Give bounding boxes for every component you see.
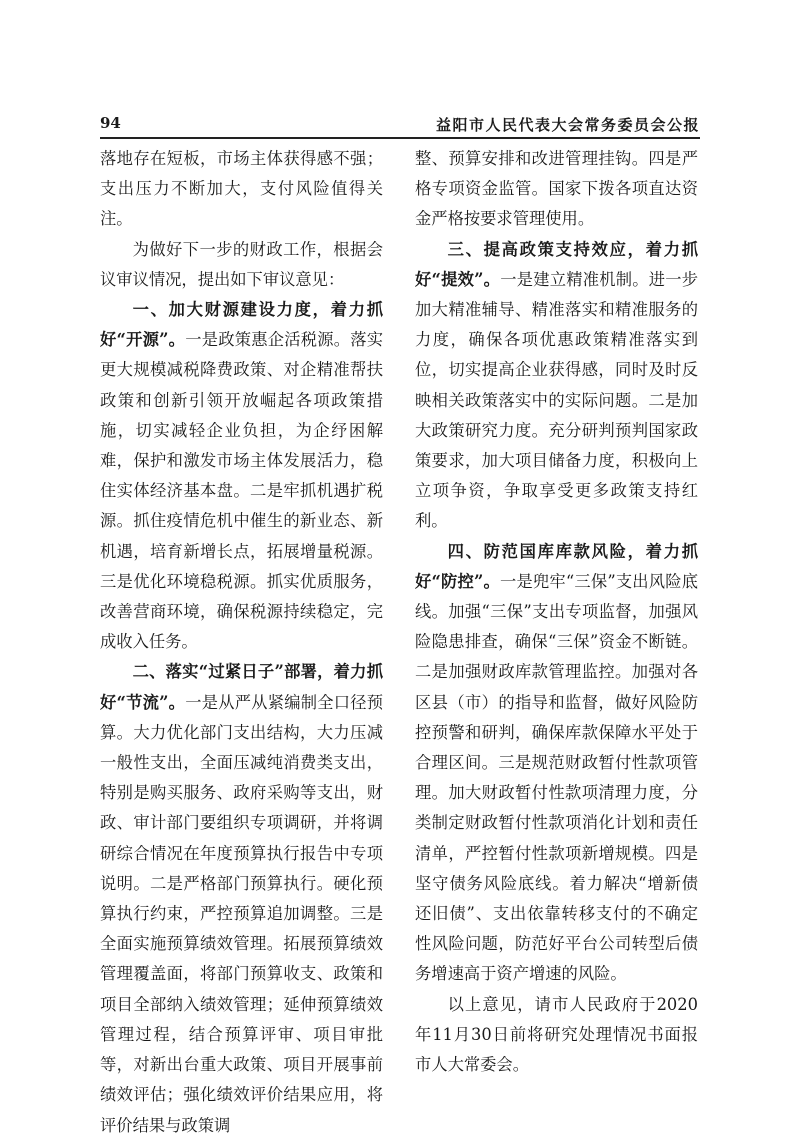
paragraph: 为做好下一步的财政工作，根据会议审议情况，提出如下审议意见： xyxy=(100,239,383,289)
section-2 xyxy=(100,657,383,1140)
section-body: 一是兜牢“三保”支出风险底线。加强“三保”支出专项监督，加强风险隐患排查，确保“三保”资金不断链。二是加强财政库款管理监控。加强对各区县（市）的指导和监督，做好风险防控预警和研判，确保库款保障水平处于合理区间。三是规范财政暂付性款项管理。加大财政暂付性款项清理力度，分类制定财政暂付性款项消化计划和责任清单，严控暂付性款项新增规模。四是坚守债务风险底线。着力解决“增新债还旧债”、支出依靠转移支付的不确定性风险问题，防范好平台公司转型后债务增速高于资产增速的风险。 xyxy=(415,571,699,984)
section-body: 一是从严从紧编制全口径预算。大力优化部门支出结构，大力压减一般性支出，全面压减纯消费类支出，特别是购买服务、政府采购等支出，财政、审计部门要组织专项调研，并将调研综合情况在年度预算执行报告中专项说明。二是严格部门预算执行。硬化预算执行约束，严控预算追加调整。三是全面实施预算绩效管理。拓展预算绩效管理覆盖面，将部门预算收支、政策和项目全部纳入绩效管理；延伸预算绩效管理过程，结合预算评审、项目审批等，对新出台重大政策、项目开展事前绩效评估；强化绩效评价结果应用，将评价结果与政策调 xyxy=(100,692,383,1135)
section-heading: 一、加大财源建设力度，着力抓好“开源”。 xyxy=(100,300,383,350)
section-heading: 四、防范国库库款风险，着力抓好“防控”。 xyxy=(415,541,698,591)
journal-title: 益阳市人民代表大会常务委员会公报 xyxy=(435,116,700,134)
paragraph: 整、预算安排和改进管理挂钩。四是严格专项资金监管。国家下拨各项直达资金严格按要求管理使用。 xyxy=(415,149,698,229)
section-1 xyxy=(100,295,383,657)
section-heading: 三、提高政策支持效应，着力抓好“提效”。 xyxy=(415,239,698,289)
section-body: 一是政策惠企活税源。落实更大规模减税降费政策、对企精准帮扶政策和创新引领开放崛起各项政策措施，切实减轻企业负担，为企纾困解难，保护和激发市场主体发展活力，稳住实体经济基本盘。二是牢抓机遇扩税源。抓住疫情危机中催生的新业态、新机遇，培育新增长点，拓展增量税源。三是优化环境稳税源。抓实优质服务，改善营商环境，确保税源持续稳定，完成收入任务。 xyxy=(100,330,383,652)
left-column xyxy=(100,144,383,1141)
closing-paragraph: 以上意见，请市人民政府于2020年11月30日前将研究处理情况书面报市人大常委会。 xyxy=(415,994,698,1075)
paragraph: 落地存在短板，市场主体获得感不强；支出压力不断加大，支付风险值得关注。 xyxy=(100,149,383,229)
page-header xyxy=(100,112,700,136)
page-number: 94 xyxy=(100,114,121,132)
section-heading: 二、落实“过紧日子”部署，着力抓好“节流”。 xyxy=(100,662,383,712)
right-column xyxy=(415,144,698,1080)
section-4 xyxy=(415,537,698,990)
section-3 xyxy=(415,235,698,537)
header-rule xyxy=(100,137,700,139)
section-body: 一是建立精准机制。进一步加大精准辅导、精准落实和精准服务的力度，确保各项优惠政策精准落实到位，切实提高企业获得感，同时及时反映相关政策落实中的实际问题。二是加大政策研究力度。充分研判预判国家政策要求，加大项目储备力度，积极向上立项争资，争取享受更多政策支持红利。 xyxy=(415,269,698,531)
